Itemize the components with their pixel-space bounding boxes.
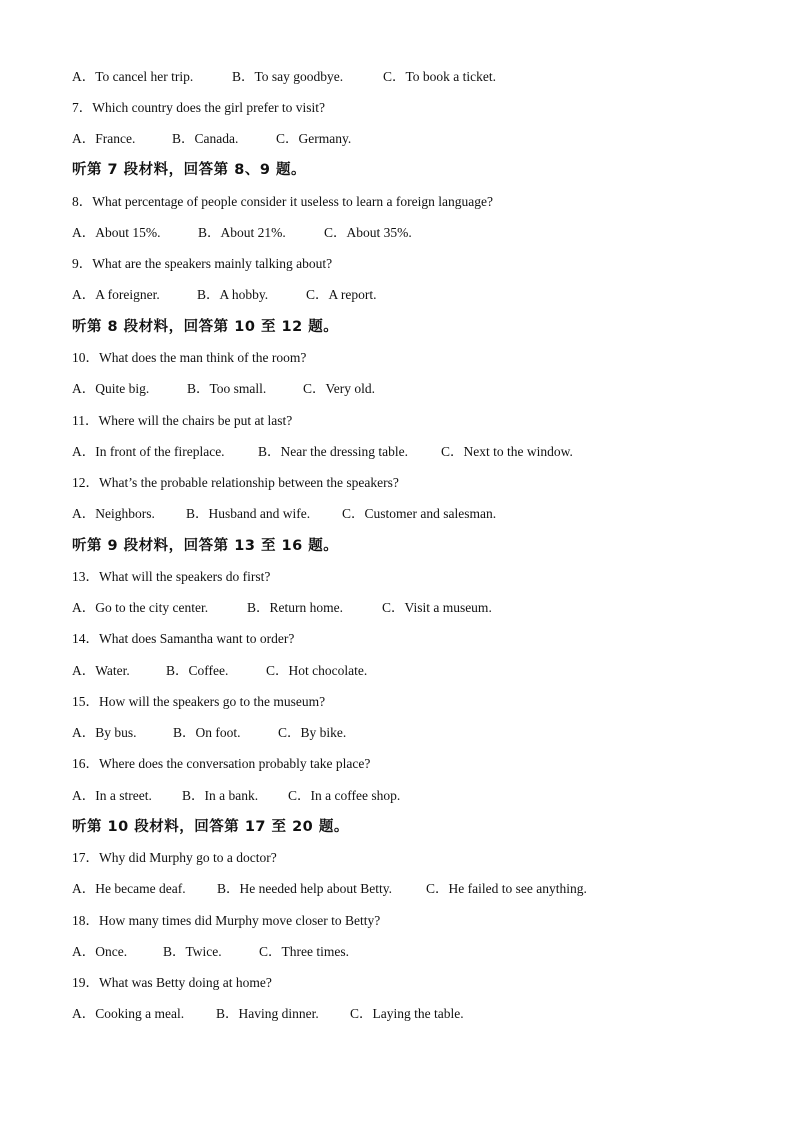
answer-option: A．In a street. (72, 788, 152, 803)
question-text: 12．What’s the probable relationship between the speakers? (72, 475, 399, 490)
answer-option: A．Once. (72, 944, 128, 959)
question-text: 19．What was Betty doing at home? (72, 975, 272, 990)
answer-option: B．To say goodbye. (232, 69, 344, 84)
answer-option: A．Quite big. (72, 381, 150, 396)
answer-option: B．Return home. (247, 600, 343, 615)
answer-option: B．Having dinner. (216, 1006, 319, 1021)
answer-option: C．Three times. (259, 944, 349, 959)
answer-option: C．In a coffee shop. (288, 788, 401, 803)
answer-option: B．Canada. (172, 131, 239, 146)
answer-option: C．Laying the table. (350, 1006, 464, 1021)
answer-option: B．Twice. (163, 944, 222, 959)
answer-option: C．He failed to see anything. (426, 881, 587, 896)
answer-option: B．Near the dressing table. (258, 444, 408, 459)
answer-option: C．Germany. (276, 131, 352, 146)
answer-option: A．He became deaf. (72, 881, 186, 896)
question-text: 18．How many times did Murphy move closer to Betty? (72, 913, 381, 928)
answer-option: C．Visit a museum. (382, 600, 492, 615)
answer-option: A．France. (72, 131, 136, 146)
answer-option: C．A report. (306, 287, 377, 302)
answer-option: A．By bus. (72, 725, 137, 740)
answer-option: C．Hot chocolate. (266, 663, 368, 678)
answer-option: B．He needed help about Betty. (217, 881, 392, 896)
answer-option: C．Next to the window. (441, 444, 573, 459)
answer-option: A．Cooking a meal. (72, 1006, 185, 1021)
question-text: 15．How will the speakers go to the museum? (72, 694, 326, 709)
answer-option: A．To cancel her trip. (72, 69, 194, 84)
answer-option: C．Customer and salesman. (342, 506, 497, 521)
section-heading: 听第 8 段材料，回答第 10 至 12 题。 (72, 319, 339, 335)
question-text: 7．Which country does the girl prefer to visit? (72, 100, 326, 115)
answer-option: A．About 15%. (72, 225, 161, 240)
question-text: 16．Where does the conversation probably take place? (72, 756, 371, 771)
answer-option: C．By bike. (278, 725, 347, 740)
question-text: 10．What does the man think of the room? (72, 350, 307, 365)
question-text: 11．Where will the chairs be put at last? (72, 413, 293, 428)
section-heading: 听第 10 段材料，回答第 17 至 20 题。 (72, 819, 349, 835)
answer-option: B．About 21%. (198, 225, 286, 240)
section-heading: 听第 9 段材料，回答第 13 至 16 题。 (72, 538, 339, 554)
question-text: 14．What does Samantha want to order? (72, 631, 295, 646)
answer-option: C．To book a ticket. (383, 69, 497, 84)
answer-option: B．Too small. (187, 381, 267, 396)
question-text: 9．What are the speakers mainly talking about? (72, 256, 333, 271)
answer-option: B．A hobby. (197, 287, 269, 302)
answer-option: B．Coffee. (166, 663, 229, 678)
answer-option: C．About 35%. (324, 225, 412, 240)
answer-option: A．Neighbors. (72, 506, 155, 521)
section-heading: 听第 7 段材料，回答第 8、9 题。 (72, 162, 306, 178)
answer-option: A．Go to the city center. (72, 600, 209, 615)
answer-option: A．In front of the fireplace. (72, 444, 225, 459)
answer-option: B．In a bank. (182, 788, 259, 803)
question-text: 17．Why did Murphy go to a doctor? (72, 850, 277, 865)
answer-option: A．A foreigner. (72, 287, 160, 302)
answer-option: B．Husband and wife. (186, 506, 311, 521)
question-text: 8．What percentage of people consider it useless to learn a foreign language? (72, 194, 493, 209)
answer-option: B．On foot. (173, 725, 241, 740)
question-text: 13．What will the speakers do first? (72, 569, 271, 584)
answer-option: A．Water. (72, 663, 130, 678)
answer-option: C．Very old. (303, 381, 375, 396)
